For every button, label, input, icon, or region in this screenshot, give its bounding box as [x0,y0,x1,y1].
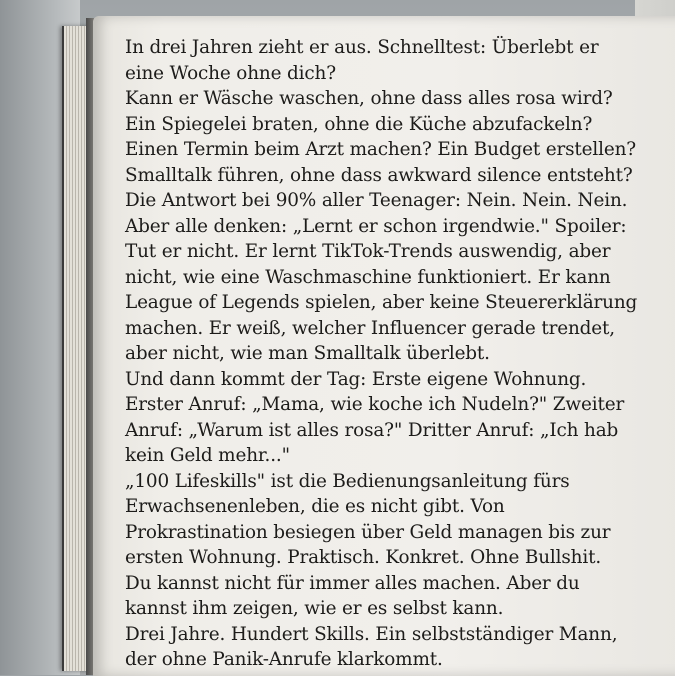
text-line: Aber alle denken: „Lernt er schon irgendwie." Spoiler: [125,215,627,237]
text-line: Ein Spiegelei braten, ohne die Küche abzufackeln? [125,113,593,135]
text-line: League of Legends spielen, aber keine Steuererklärung [125,292,638,313]
text-line: nicht, wie eine Waschmaschine funktioniert. Er kann [125,266,611,288]
text-line: In drei Jahren zieht er aus. Schnelltest: Überlebt er [125,37,599,58]
text-line: Kann er Wäsche waschen, ohne dass alles rosa wird? [125,88,613,109]
text-line: machen. Er weiß, welcher Influencer gerade trendet, [125,317,615,339]
text-line: Prokrastination besiegen über Geld managen bis zur [125,521,611,543]
text-line: aber nicht, wie man Smalltalk überlebt. [125,343,490,364]
text-line: Erwachsenenleben, die es nicht gibt. Von [125,496,505,517]
text-line: Erster Anruf: „Mama, wie koche ich Nudeln?" Zweiter [125,394,625,415]
text-line: „100 Lifeskills" ist die Bedienungsanleitung fürs [125,470,570,492]
text-line: eine Woche ohne dich? [125,62,336,84]
text-line: kein Geld mehr..." [125,445,290,466]
text-line: Tut er nicht. Er lernt TikTok-Trends auswendig, aber [125,241,611,262]
text-line: Smalltalk führen, ohne dass awkward silence entsteht? [125,164,633,186]
text-line: kannst ihm zeigen, wie er es selbst kann. [125,598,504,619]
book-text [125,35,655,673]
text-line: Anruf: „Warum ist alles rosa?" Dritter Anruf: „Ich hab [125,419,619,441]
text-line: ersten Wohnung. Praktisch. Konkret. Ohne Bullshit. [125,547,602,568]
text-line: Die Antwort bei 90% aller Teenager: Nein. Nein. Nein. [125,190,628,211]
text-line: Und dann kommt der Tag: Erste eigene Wohnung. [125,368,587,390]
text-line: Drei Jahre. Hundert Skills. Ein selbstständiger Mann, [125,623,618,645]
text-line: Einen Termin beim Arzt machen? Ein Budget erstellen? [125,139,637,160]
text-line: Du kannst nicht für immer alles machen. Aber du [125,572,580,594]
text-line: der ohne Panik-Anrufe klarkommt. [125,649,443,670]
